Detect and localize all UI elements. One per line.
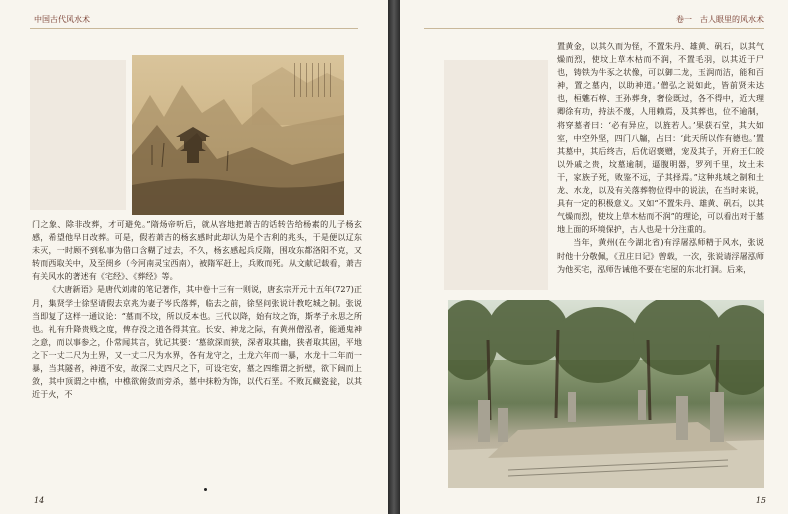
left-body-text — [32, 218, 362, 401]
temple-photograph — [448, 300, 764, 488]
bleed-through-shade — [444, 60, 548, 290]
paragraph: 《大唐新语》是唐代刘肃的笔记著作，其中卷十三有一则说，唐玄宗开元十五年(727)正月，集贤学士徐坚请假去京兆为妻子岑氏落葬，临去之前，徐坚问张说计教吃城之制。张说当即复了这样一通议论：“墓而不坟，所以反本也。三代以降，始有坟之饰，斯孝子永思之所也。礼有升降贵贱之度，俾存没之道各得其宜。长安、神龙之际，有黄州僧泓者，能通鬼神之意，而以事参之，仆常闻其言，犹记其要：‘墓欲深而狭，深者取其幽，狭者取其固，平地之下一丈二尺为土界，又一丈二尺为水界，各有龙守之，土龙六年而一暴，水龙十二年而一暴，当其隧者，神道不安，故深二丈四尺之下，可设宅安，墓之四维谓之折壁，欲下阔而上敛，其中顶谓之中樵，中樵欲俯敛而旁杀，墓中抹粉为饰，以代石垩。不败瓦藏瓷瓮，以其近于火，不 — [32, 284, 362, 400]
right-page — [400, 0, 788, 514]
book-gutter — [388, 0, 400, 514]
paragraph: 门之象、除非改葬，才可避免。”隋炀帝听后，就从容地把萧吉的话转告给杨素的儿子杨玄感，希望他早日改葬。可是，假若萧吉的杨玄感时此却认为是个吉利的兆头，于是便以辽东未灭，一时顾不到私事为借口含糊了过去，不久，杨玄感起兵反隋，围攻东都洛阳不克，又转而西取关中，及至阌乡（今河南灵宝西南），被隋军赶上，兵败而死。从文献记载看，萧吉有关风水的著述有《宅经》、《葬经》等。 — [32, 219, 362, 282]
header-rule — [424, 28, 764, 29]
header-rule — [30, 28, 358, 29]
running-header: 卷一 古人眼里的风水术 — [676, 15, 764, 24]
page-number: 15 — [755, 496, 766, 505]
running-header: 中国古代风水术 — [34, 15, 90, 24]
page-mark — [204, 488, 207, 491]
painting-inscription — [294, 63, 336, 97]
bleed-through-shade — [30, 60, 126, 210]
paragraph: 置黄金，以其久而为怪，不置朱丹、雄黄、矾石，以其气燥而烈，使坟上草木枯而不润，不置毛羽，以其近于尸也，铸铁为牛豕之状像，可以御二龙，玉润而洁，能和百神，置之墓内，以助神道。’僧弘之说如此，皆前贤未达也，桓魋石椁、王孙葬身，奢俭既过，各不得中，近大理卿徐有功，持法不蔑，人用赖焉，及其葬也，位不逾制，将穿墓者曰：‘必有异应，以旌若人。’果获石堂，其大如室，中空外坚，四门八牖，占曰：‘此天所以作有德也。’置其墓中，其后终吉，后优诏褒赠，宠及其子，开府王仁皎以外戚之贵，坟墓逾制，逼腹明器，罗列千里，坟土未干，家族子死，败鉴不远，子其择焉。”这种兆域之制和土龙、水龙，以及有关落葬物位得中的说法，在当时来说，具有一定的积极意义。又如“不置朱丹、雄黄、矾石，以其气燥而烈，使坟上草木枯而不润”的理论，可以看出对于墓地上面的环境保护，古人也是十分注重的。 — [557, 41, 764, 235]
right-body-text — [557, 40, 764, 276]
temple-photograph-scene — [448, 300, 764, 488]
left-page — [0, 0, 388, 514]
paragraph: 当年，黄州(在今湖北省)有浮屠泓师精于风水，张说时他十分敬佩，《丑庄日记》曾载，一次，张说请浮屠泓师为他买宅，泓师告诫他不要在宅屋的东北打洞。后来， — [557, 237, 764, 274]
page-number: 14 — [34, 496, 45, 505]
landscape-painting — [132, 55, 344, 215]
